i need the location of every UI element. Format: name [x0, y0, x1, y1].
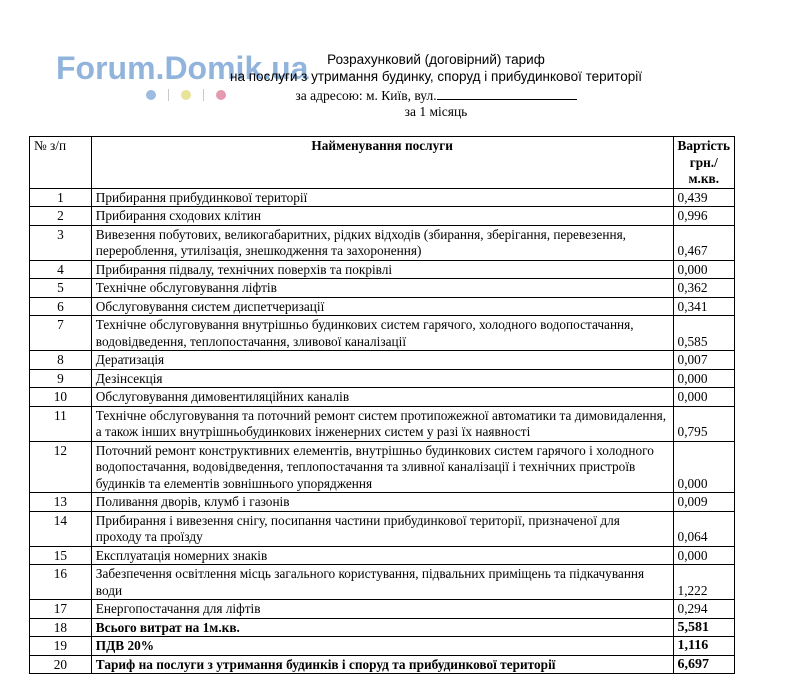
service-name: Тариф на послуги з утримання будинків і споруд та прибудинкової території	[91, 655, 673, 674]
address-label: за адресою: м. Київ, вул.	[295, 88, 437, 103]
service-cost: 1,116	[673, 637, 734, 656]
service-name: Поточний ремонт конструктивних елементів, внутрішньо будинкових систем гарячого і холодного водопостачання, водовідведення, теплопостачання та зливної каналізації і технічних пристроїв будинків та елементів зовнішнього упорядження	[91, 441, 673, 493]
table-row	[30, 351, 735, 370]
service-name: Прибирання і вивезення снігу, посипання частини прибудинкової території, призначеної для проходу та проїзду	[91, 511, 673, 546]
service-name: Обслуговування систем диспетчеризації	[91, 297, 673, 316]
column-header-service: Найменування послуги	[91, 137, 673, 189]
table-row	[30, 441, 735, 493]
service-cost: 0,007	[673, 351, 734, 370]
service-name: Вивезення побутових, великогабаритних, рідких відходів (збирання, зберігання, перевезення, перероблення, утилізація, знешкодження та захоронення)	[91, 225, 673, 260]
service-name: Технічне обслуговування та поточний ремонт систем протипожежної автоматики та димовидалення, а також інших внутрішньобудинкових інженерних систем у разі їх наявності	[91, 406, 673, 441]
document-subtitle: на послуги з утримання будинку, споруд і прибудинкової території	[230, 69, 642, 84]
row-number: 11	[30, 406, 92, 441]
service-name: Прибирання прибудинкової території	[91, 188, 673, 207]
table-row	[30, 637, 735, 656]
table-row	[30, 316, 735, 351]
table-row	[30, 188, 735, 207]
service-name: Всього витрат на 1м.кв.	[91, 618, 673, 637]
service-name: Дератизація	[91, 351, 673, 370]
row-number: 16	[30, 565, 92, 600]
row-number: 18	[30, 618, 92, 637]
column-header-cost: Вартість грн./м.кв.	[673, 137, 734, 189]
row-number: 3	[30, 225, 92, 260]
row-number: 8	[30, 351, 92, 370]
document-period: за 1 місяць	[404, 104, 468, 119]
service-cost: 0,341	[673, 297, 734, 316]
service-name: Енергопостачання для ліфтів	[91, 600, 673, 619]
service-cost: 5,581	[673, 618, 734, 637]
service-name: Поливання дворів, клумб і газонів	[91, 493, 673, 512]
service-cost: 0,000	[673, 260, 734, 279]
row-number: 6	[30, 297, 92, 316]
service-cost: 0,467	[673, 225, 734, 260]
service-cost: 0,585	[673, 316, 734, 351]
table-row	[30, 388, 735, 407]
service-name: Обслуговування димовентиляційних каналів	[91, 388, 673, 407]
row-number: 17	[30, 600, 92, 619]
service-name: Прибирання підвалу, технічних поверхів та покрівлі	[91, 260, 673, 279]
table-row	[30, 406, 735, 441]
service-name: Дезінсекція	[91, 369, 673, 388]
service-cost: 1,222	[673, 565, 734, 600]
document-title: Розрахунковий (договірний) тариф	[327, 52, 545, 67]
row-number: 7	[30, 316, 92, 351]
service-cost: 0,362	[673, 279, 734, 298]
table-row	[30, 546, 735, 565]
document-address	[40, 87, 792, 104]
row-number: 5	[30, 279, 92, 298]
table-row	[30, 511, 735, 546]
service-cost: 0,294	[673, 600, 734, 619]
row-number: 10	[30, 388, 92, 407]
table-row	[30, 600, 735, 619]
table-row	[30, 655, 735, 674]
table-row	[30, 369, 735, 388]
service-name: Технічне обслуговування внутрішньо будинкових систем гарячого, холодного водопостачання, водовідведення, теплопостачання, зливової каналізації	[91, 316, 673, 351]
row-number: 13	[30, 493, 92, 512]
row-number: 1	[30, 188, 92, 207]
service-name: Прибирання сходових клітин	[91, 207, 673, 226]
table-row	[30, 618, 735, 637]
column-header-number: № з/п	[30, 137, 92, 189]
row-number: 15	[30, 546, 92, 565]
row-number: 14	[30, 511, 92, 546]
table-row	[30, 493, 735, 512]
service-cost: 0,000	[673, 441, 734, 493]
table-header-row	[30, 137, 735, 189]
table-row	[30, 565, 735, 600]
row-number: 20	[30, 655, 92, 674]
address-blank-line	[437, 87, 577, 100]
table-row	[30, 225, 735, 260]
service-cost: 0,439	[673, 188, 734, 207]
service-name: Експлуатація номерних знаків	[91, 546, 673, 565]
table-row	[30, 207, 735, 226]
row-number: 9	[30, 369, 92, 388]
service-cost: 0,000	[673, 388, 734, 407]
watermark-logo: Forum.Domik.ua	[56, 50, 309, 86]
service-cost: 0,000	[673, 369, 734, 388]
service-cost: 0,996	[673, 207, 734, 226]
service-name: ПДВ 20%	[91, 637, 673, 656]
service-cost: 0,009	[673, 493, 734, 512]
tariff-table	[29, 136, 735, 674]
service-cost: 6,697	[673, 655, 734, 674]
service-cost: 0,064	[673, 511, 734, 546]
service-name: Забезпечення освітлення місць загального користування, підвальних приміщень та підкачування води	[91, 565, 673, 600]
table-row	[30, 260, 735, 279]
service-name: Технічне обслуговування ліфтів	[91, 279, 673, 298]
table-row	[30, 279, 735, 298]
table-row	[30, 297, 735, 316]
row-number: 4	[30, 260, 92, 279]
row-number: 2	[30, 207, 92, 226]
row-number: 12	[30, 441, 92, 493]
row-number: 19	[30, 637, 92, 656]
service-cost: 0,795	[673, 406, 734, 441]
service-cost: 0,000	[673, 546, 734, 565]
